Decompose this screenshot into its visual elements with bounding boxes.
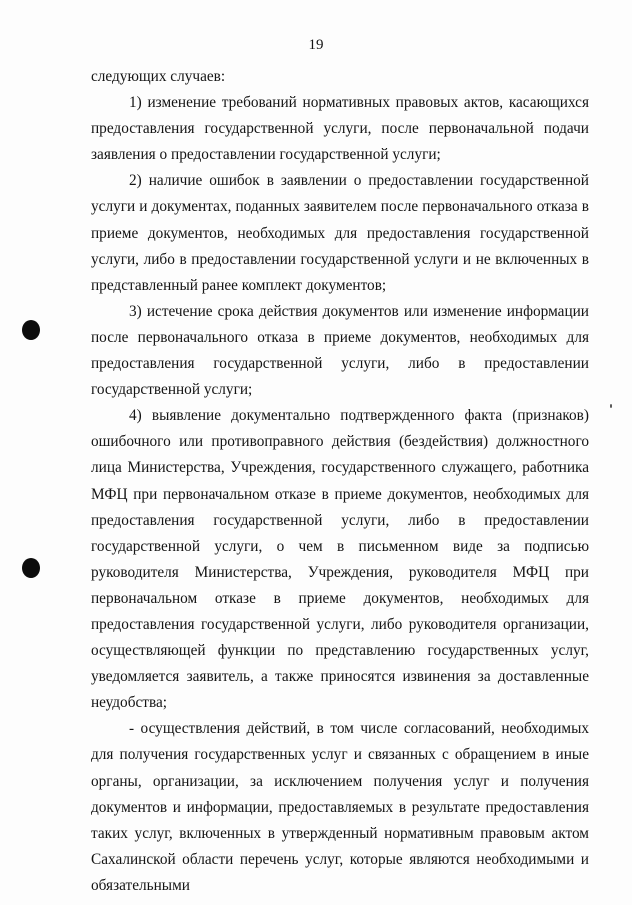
paragraph-item-1: 1) изменение требований нормативных правовых актов, касающихся предоставления государственной услуги, после первоначальной подачи заявления о предоставлении государственной услуги; [91,94,589,164]
paragraph-item-2: 2) наличие ошибок в заявлении о предоставлении государственной услуги и документах, поданных заявителем после первоначального отказа в приеме документов, необходимых для предоставления государственной услуги, либо в предоставлении государственной услуги и не включенных в представленный ранее комплект документов; [91,172,589,294]
punch-hole-bottom [22,558,40,578]
paragraph-item-4: 4) выявление документально подтвержденного факта (признаков) ошибочного или противоправного действия (бездействия) должностного лица Министерства, Учреждения, государственного служащего, работника МФЦ при первоначальном отказе в приеме документов, необходимых для предоставления государственной услуги, либо в предоставлении государственной услуги, о чем в письменном виде за подписью руководителя Министерства, Учреждения, руководителя МФЦ при первоначальном отказе в приеме документов, необходимых для предоставления государственной услуги, либо руководителя организации, осуществляющей функции по представлению государственных услуг, уведомляется заявитель, а также приносятся извинения за доставленные неудобства; [91,407,589,712]
paragraph-item-3: 3) истечение срока действия документов или изменение информации после первоначального отказа в приеме документов, необходимых для предоставления государственной услуги, либо в предоставлении государственной услуги; [91,302,589,399]
paragraph-dash-item: - осуществления действий, в том числе согласований, необходимых для получения государственных услуг и связанных с обращением в иные органы, организации, за исключением получения услуг и получения документов и информации, предоставляемых в результате предоставления таких услуг, включенных в утвержденный нормативным правовым актом Сахалинской области перечень услуг, которые являются необходимыми и обязательными [91,720,589,894]
page-number: 19 [308,37,324,53]
paragraph-intro: следующих случаев: [91,68,226,85]
scan-speck [610,404,612,408]
punch-hole-top [22,320,40,340]
document-body [91,64,589,899]
